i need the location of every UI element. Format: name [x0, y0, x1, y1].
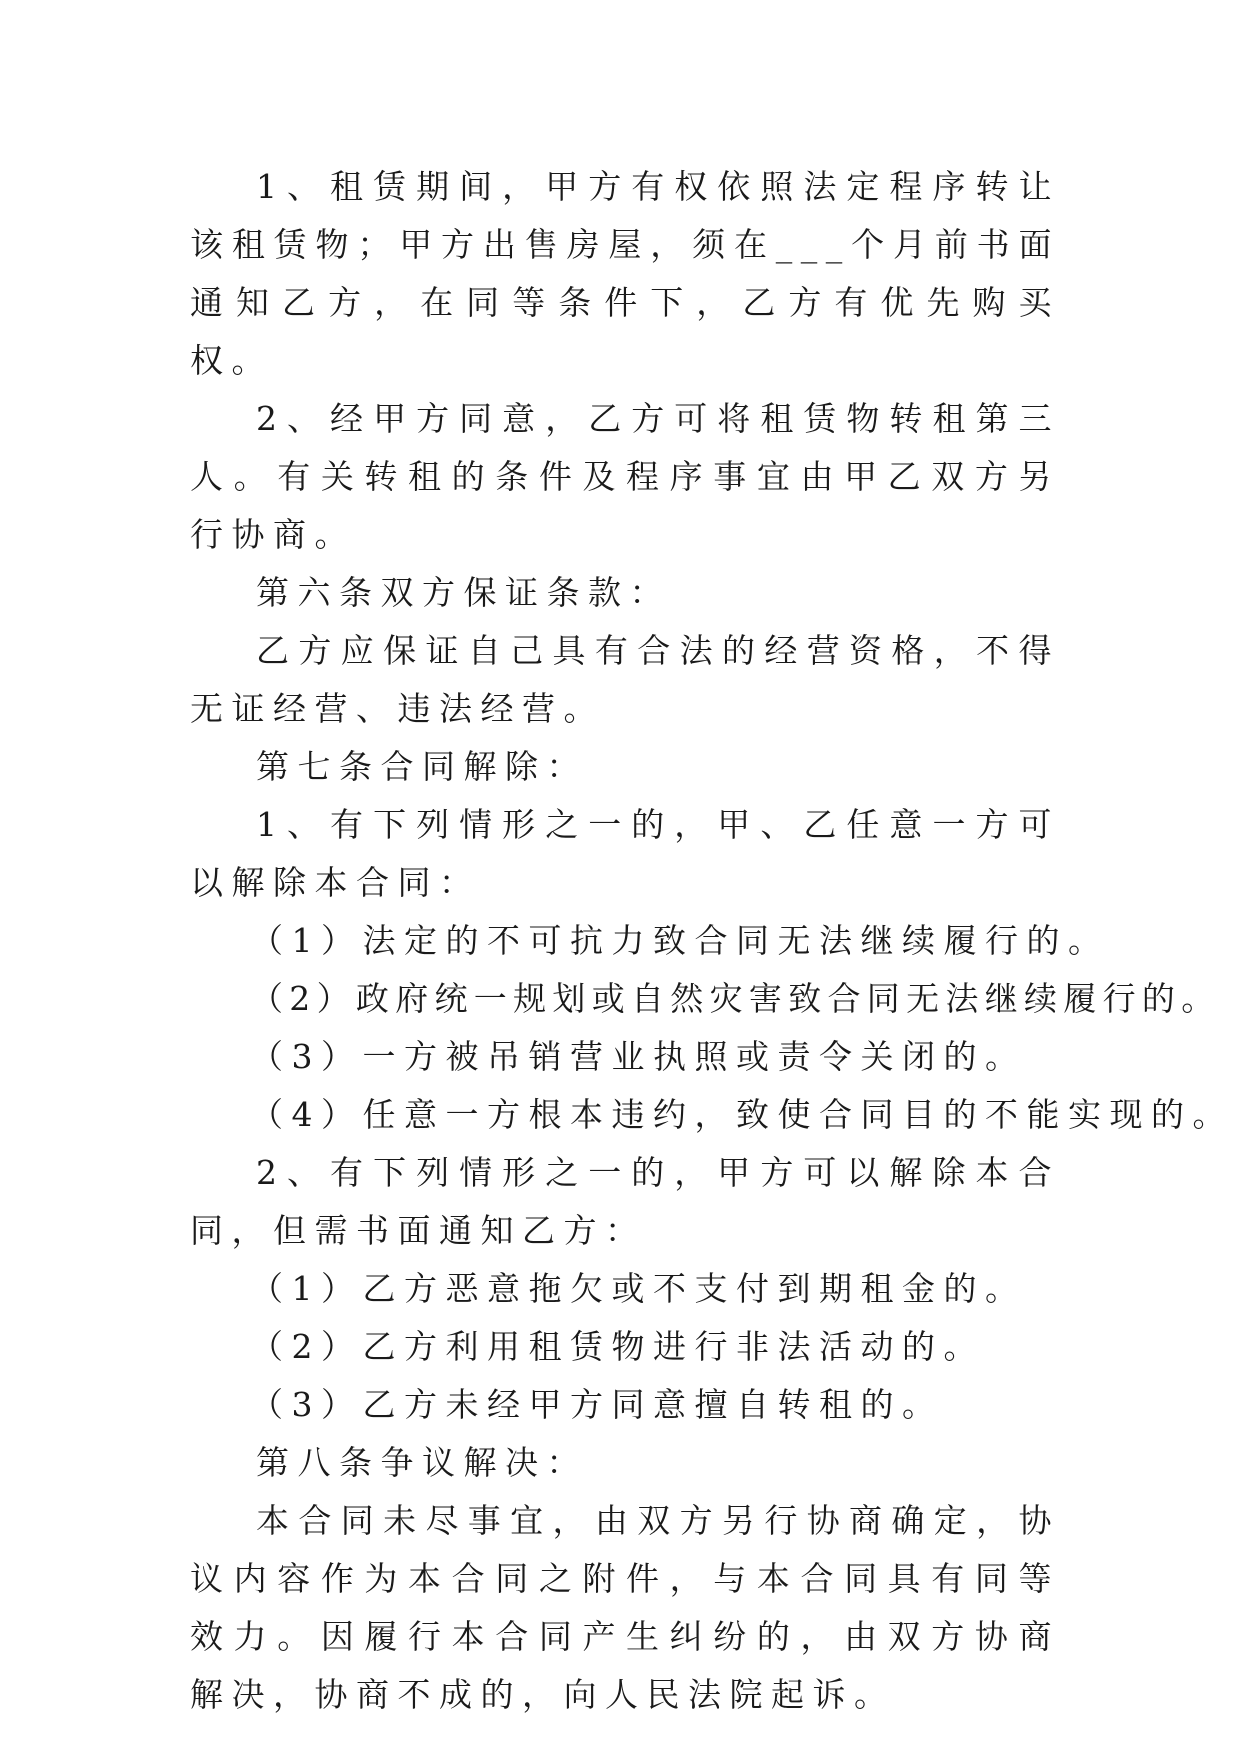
sub-clause: （2）乙方利用租赁物进行非法活动的。 [250, 1327, 985, 1366]
sub-clause: （3）一方被吊销营业执照或责令关闭的。 [250, 1037, 1027, 1076]
section-heading: 第八条争议解决： [256, 1443, 588, 1482]
section-heading: 第七条合同解除： [256, 747, 588, 786]
clause-paragraph: 1、租赁期间，甲方有权依照法定程序转让该租赁物；甲方出售房屋，须在___个月前书面通知乙方，在同等条件下，乙方有优先购买权。 [190, 167, 1060, 380]
clause-paragraph: 1、有下列情形之一的，甲、乙任意一方可以解除本合同： [190, 805, 1060, 902]
sub-clause: （1）法定的不可抗力致合同无法继续履行的。 [250, 921, 1110, 960]
clause-paragraph: 乙方应保证自己具有合法的经营资格，不得无证经营、违法经营。 [190, 631, 1060, 728]
clause-paragraph: 2、有下列情形之一的，甲方可以解除本合同，但需书面通知乙方： [190, 1153, 1060, 1250]
clause-paragraph: 2、经甲方同意，乙方可将租赁物转租第三人。有关转租的条件及程序事宜由甲乙双方另行协商。 [190, 399, 1060, 554]
clause-paragraph: 本合同未尽事宜，由双方另行协商确定，协议内容作为本合同之附件，与本合同具有同等效力。因履行本合同产生纠纷的，由双方协商解决，协商不成的，向人民法院起诉。 [190, 1501, 1060, 1714]
sub-clause: （3）乙方未经甲方同意擅自转租的。 [250, 1385, 944, 1424]
document-body [190, 158, 1234, 1724]
section-heading: 第六条双方保证条款： [256, 573, 671, 612]
sub-clause: （2）政府统一规划或自然灾害致合同无法继续履行的。 [250, 979, 1221, 1018]
sub-clause: （4）任意一方根本违约，致使合同目的不能实现的。 [250, 1095, 1234, 1134]
sub-clause: （1）乙方恶意拖欠或不支付到期租金的。 [250, 1269, 1027, 1308]
